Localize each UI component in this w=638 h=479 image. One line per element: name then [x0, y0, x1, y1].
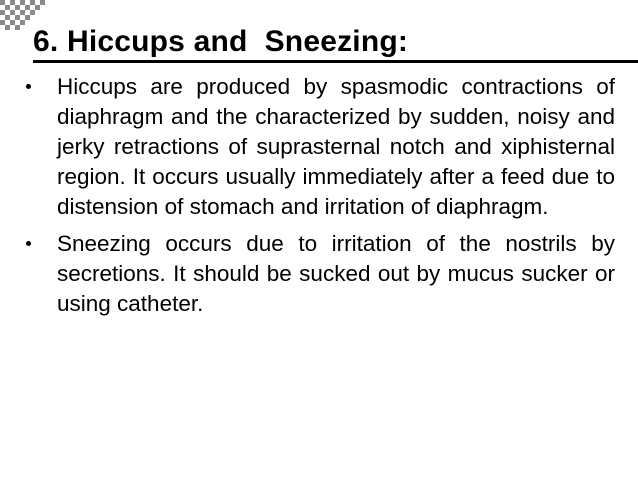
- bullet-dot-icon: [26, 84, 31, 89]
- bullet-item-sneezing: [0, 229, 638, 319]
- bullet-text: Hiccups are produced by spasmodic contractions of diaphragm and the characterized by sudden, noisy and jerky retractions of suprasternal notch and xiphisternal region. It occurs usually immediately after a feed due to distension of stomach and irritation of diaphragm.: [57, 74, 615, 219]
- slide-title: 6. Hiccups and Sneezing:: [33, 25, 409, 58]
- bullet-text: Sneezing occurs due to irritation of the nostrils by secretions. It should be sucked out by mucus sucker or using catheter.: [57, 231, 615, 316]
- title-underline: [33, 60, 638, 63]
- bullet-item-hiccups: [0, 72, 638, 222]
- bullet-dot-icon: [26, 241, 31, 246]
- bullet-list: [0, 72, 638, 319]
